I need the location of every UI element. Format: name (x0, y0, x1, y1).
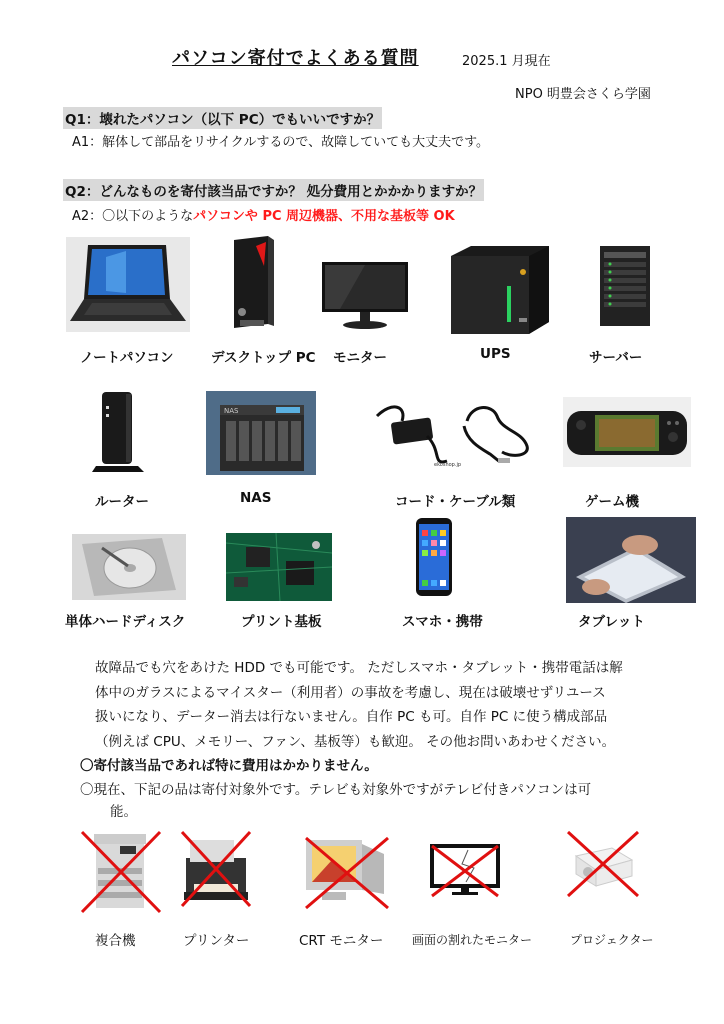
cables-image (372, 396, 536, 470)
bullet-excluded-line-2: 能。 (110, 804, 137, 820)
label-phone: スマホ・携帯 (402, 614, 483, 630)
cable-image-caption: ekoshop.jp (434, 462, 462, 468)
label-monitor: モニター (333, 350, 387, 366)
label-cables: コード・ケーブル類 (395, 494, 516, 510)
nas-brand-text: NAS (224, 407, 239, 415)
label-mfp: 複合機 (95, 933, 136, 949)
answer-2 (72, 205, 455, 224)
smartphone-image (414, 518, 454, 602)
broken-monitor-excluded-image (428, 842, 502, 898)
answer-2-highlight: パソコンや PC 周辺機器、不用な基板等 OK (193, 209, 455, 224)
bullet-excluded-line-1: 〇現在、下記の品は寄付対象外です。テレビも対象外ですがテレビ付きパソコンは可 (80, 782, 592, 798)
label-notebook: ノートパソコン (80, 350, 174, 366)
notes-paragraph (95, 656, 675, 754)
label-nas: NAS (240, 490, 272, 506)
pcb-image (226, 533, 332, 601)
label-projector: プロジェクター (570, 933, 654, 947)
organization-name: NPO 明豊会さくら学園 (515, 87, 651, 102)
label-ups: UPS (480, 346, 511, 362)
game-console-image (563, 397, 691, 467)
desktop-pc-image (228, 236, 274, 332)
label-broken-monitor: 画面の割れたモニター (412, 933, 533, 947)
notes-line-2: 体中のガラスによるマイスター（利用者）の事故を考慮し、現在は破壊せずリユース (95, 684, 606, 701)
ups-image (443, 246, 549, 334)
question-2: Q2：どんなものを寄付該当品ですか？ 処分費用とかかかりますか？ (63, 179, 484, 201)
bullet-no-cost: 〇寄付該当品であれば特に費用はかかりません。 (80, 758, 378, 774)
hdd-image (72, 534, 186, 600)
label-printer: プリンター (183, 933, 250, 949)
notes-line-1: 故障品でも穴をあけた HDD でも可能です。 ただしスマホ・タブレット・携帯電話は解 (95, 660, 623, 676)
date-label: 2025.1 月現在 (462, 54, 551, 69)
tablet-image (566, 517, 696, 603)
notebook-image (66, 237, 190, 332)
label-game: ゲーム機 (585, 494, 639, 510)
answer-1: A1：解体して部品をリサイクルするので、故障していても大丈夫です。 (72, 135, 490, 150)
label-pcb: プリント基板 (241, 614, 322, 630)
crt-excluded-image (302, 836, 390, 912)
answer-2-prefix: A2：〇以下のような (72, 209, 194, 224)
label-server: サーバー (589, 350, 643, 366)
printer-excluded-image (180, 830, 252, 908)
label-crt: CRT モニター (299, 933, 384, 949)
projector-excluded-image (566, 830, 640, 898)
label-hdd: 単体ハードディスク (65, 614, 186, 630)
monitor-image (320, 262, 410, 330)
notes-line-4: （例えば CPU、メモリー、ファン、基板等）も歓迎。 その他お問いあわせください。 (95, 733, 616, 750)
label-tablet: タブレット (578, 614, 645, 630)
nas-image (206, 391, 316, 475)
server-image (596, 246, 654, 326)
label-desktop: デスクトップ PC (211, 350, 316, 366)
page-title: パソコン寄付でよくある質問 (172, 48, 419, 69)
mfp-excluded-image (80, 828, 162, 916)
label-router: ルーター (95, 494, 149, 510)
question-1: Q1：壊れたパソコン（以下 PC）でもいいですか？ (63, 107, 382, 129)
notes-line-3: 扱いになり、データー消去は行ないません。自作 PC も可。自作 PC に使う構成部品 (95, 709, 608, 725)
router-image (92, 392, 146, 474)
